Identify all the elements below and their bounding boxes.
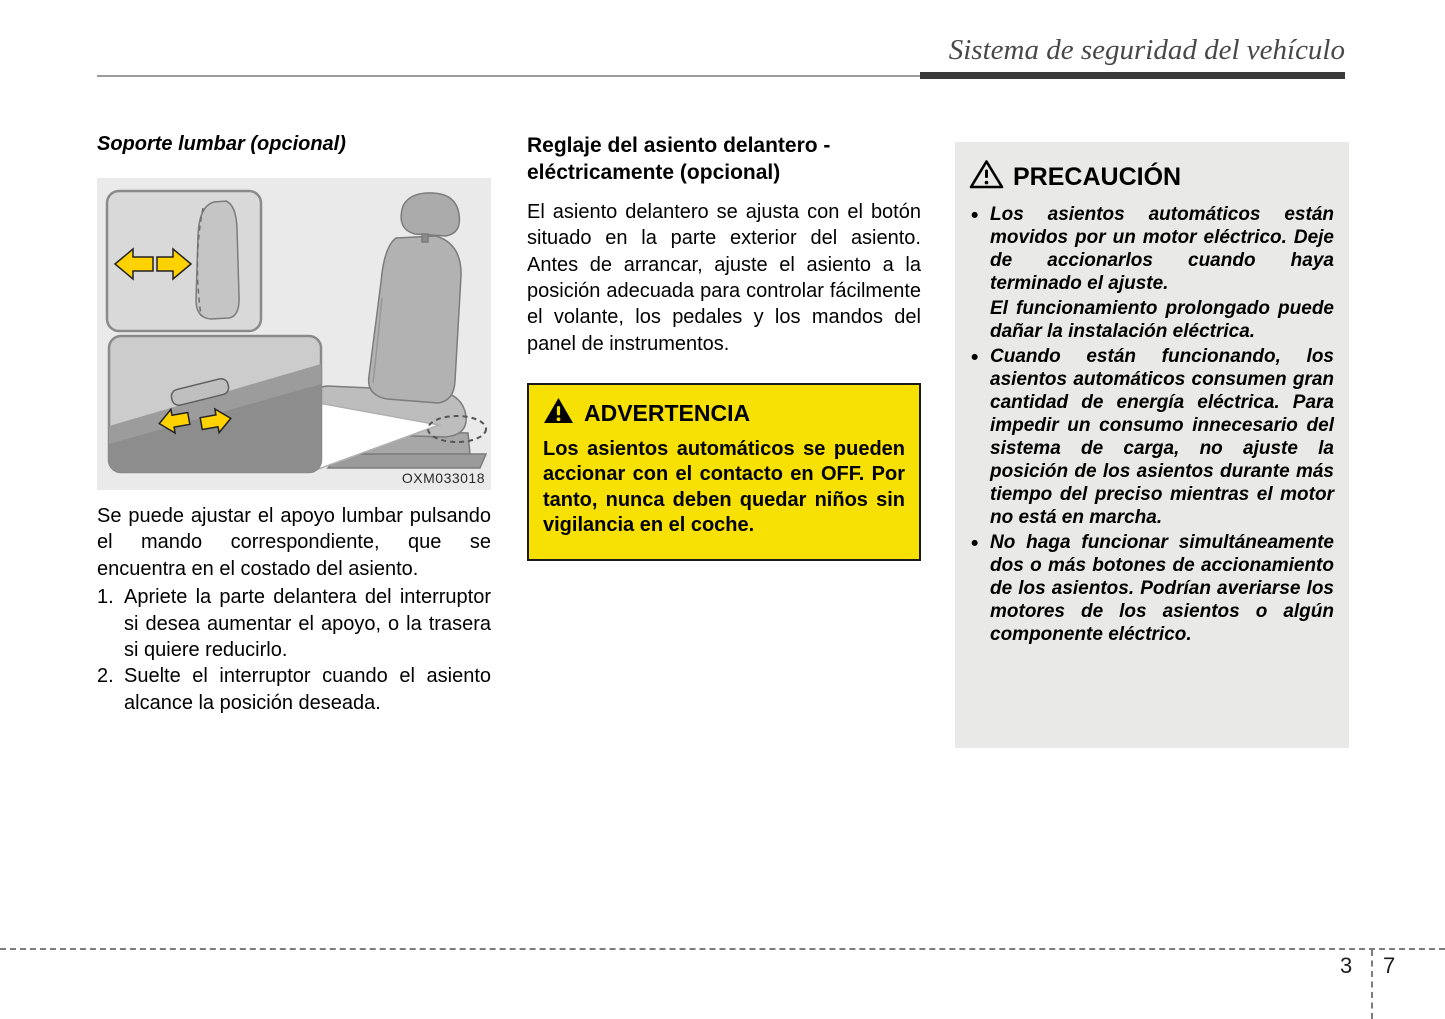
lumbar-steps xyxy=(97,584,491,716)
caution-box xyxy=(955,142,1349,748)
caution-section xyxy=(955,142,1349,748)
caution-item-text: • Los asientos automáticos están movidos por un motor eléctrico. Deje de accionarlos cuando haya terminado el ajuste. xyxy=(990,204,1334,294)
caution-header xyxy=(967,159,1334,195)
lumbar-step-2 xyxy=(97,663,491,716)
header-rule-thin xyxy=(97,75,920,77)
lumbar-section xyxy=(97,133,491,716)
step-number: 2. xyxy=(97,665,114,688)
lumbar-step-1 xyxy=(97,584,491,663)
caution-item-text: El funcionamiento prolongado puede dañar la instalación eléctrica. xyxy=(990,297,1334,342)
step-text: Suelte el interruptor cuando el asiento alcance la posición deseada. xyxy=(124,665,491,714)
caution-list xyxy=(967,204,1334,647)
page-title: Sistema de seguridad del vehículo xyxy=(948,34,1345,66)
lumbar-heading: Soporte lumbar (opcional) xyxy=(97,133,346,155)
caution-triangle-icon xyxy=(969,159,1004,195)
caution-item-text: • Cuando están funcionando, los asientos automáticos consumen gran cantidad de energía eléctrica. Para impedir un consumo innecesario del sistema de carga, no ajuste la posición de los asientos durante más tiempo del preciso mientras el motor no está en marcha. xyxy=(990,345,1334,528)
warning-header xyxy=(543,397,905,430)
lumbar-intro: Se puede ajustar el apoyo lumbar pulsando el mando correspondiente, que se encuentra en el costado del asiento. xyxy=(97,505,491,580)
figure-code: OXM033018 xyxy=(401,470,485,486)
caution-item-1 xyxy=(967,204,1334,344)
step-number: 1. xyxy=(97,586,114,609)
power-seat-body: El asiento delantero se ajusta con el botón situado en la parte exterior del asiento. Antes de arrancar, ajuste el asiento a la posición adecuada para controlar fácilmente el volante, los pedales y los mandos del panel de instrumentos. xyxy=(527,200,921,355)
header-rule-thick xyxy=(920,72,1345,79)
warning-box xyxy=(527,383,921,561)
power-seat-section xyxy=(527,133,921,561)
caution-title: PRECAUCIÓN xyxy=(1013,162,1182,191)
seat-illustration xyxy=(97,178,491,490)
warning-title: ADVERTENCIA xyxy=(584,400,751,427)
warning-body: Los asientos automáticos se pueden accionar con el contacto en OFF. Por tanto, nunca deben quedar niños sin vigilancia en el coche. xyxy=(543,438,905,537)
warning-triangle-icon xyxy=(543,397,574,430)
caution-item-2 xyxy=(967,346,1334,530)
lumbar-seat-graphic xyxy=(97,178,491,490)
crop-mark-vertical xyxy=(1371,950,1373,1019)
page-number: 7 xyxy=(1383,953,1396,978)
chapter-number: 3 xyxy=(1340,953,1353,978)
power-seat-heading: Reglaje del asiento delantero - eléctricamente (opcional) xyxy=(527,134,831,184)
caution-item-3 xyxy=(967,532,1334,647)
caution-item-text: • No haga funcionar simultáneamente dos o más botones de accionamiento de los asientos. Podrían averiarse los motores de los asientos o algún componente eléctrico. xyxy=(990,531,1334,645)
step-text: Apriete la parte delantera del interruptor si desea aumentar el apoyo, o la trasera si quiere reducirlo. xyxy=(124,586,491,661)
crop-mark-horizontal xyxy=(0,948,1445,950)
